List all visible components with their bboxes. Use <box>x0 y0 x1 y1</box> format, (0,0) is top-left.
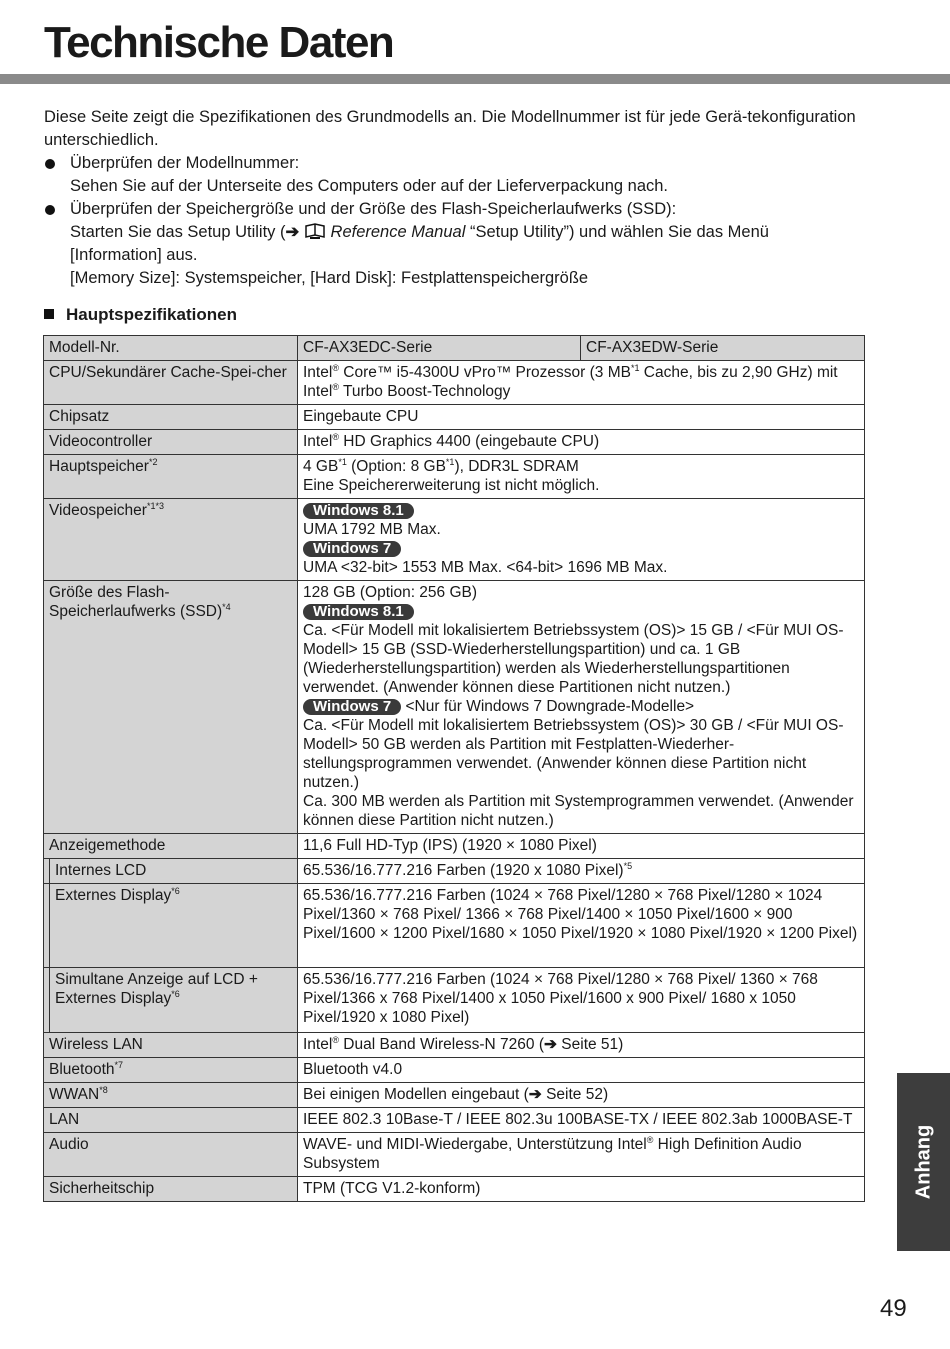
table-row <box>44 859 865 884</box>
table-row <box>44 1108 865 1133</box>
table-row <box>44 968 865 1033</box>
row-label: WWAN$^{*8}$ <box>44 1083 298 1108</box>
title-rule <box>0 74 950 84</box>
table-row <box>44 499 865 581</box>
table-row <box>44 1133 865 1177</box>
row-value: Intel® Dual Band Wireless-N 7260 (➔ Seite 51) <box>298 1033 865 1058</box>
row-label: Modell-Nr. <box>44 336 298 361</box>
row-label: Videospeicher$^{*1*3}$ <box>44 499 298 581</box>
table-row <box>44 581 865 834</box>
row-label: Wireless LAN <box>44 1033 298 1058</box>
row-value: 4 GB$^{*1}$ (Option: 8 GB$^{*1}$), DDR3L SDRAM Eine Speichererweiterung ist nicht möglich. <box>298 455 865 499</box>
table-row <box>44 1083 865 1108</box>
arrow-icon: ➔ <box>528 1086 542 1103</box>
table-row <box>44 834 865 859</box>
row-value: Bei einigen Modellen eingebaut (➔ Seite 52) <box>298 1083 865 1108</box>
row-value: TPM (TCG V1.2-konform) <box>298 1177 865 1202</box>
spec-table <box>43 335 865 1202</box>
intro-text <box>44 106 864 290</box>
row-label: LAN <box>44 1108 298 1133</box>
row-label: Audio <box>44 1133 298 1177</box>
os-badge: Windows 8.1 <box>303 604 414 620</box>
os-badge: Windows 8.1 <box>303 503 414 519</box>
arrow-icon: ➔ <box>543 1036 557 1053</box>
row-label: Videocontroller <box>44 430 298 455</box>
table-row <box>44 430 865 455</box>
square-bullet-icon <box>44 309 54 319</box>
row-value: Intel® HD Graphics 4400 (eingebaute CPU) <box>298 430 865 455</box>
row-label: Bluetooth$^{*7}$ <box>44 1058 298 1083</box>
row-label: Größe des Flash-Speicherlaufwerks (SSD)$^{*4}$ <box>44 581 298 834</box>
row-value: Windows 8.1 UMA 1792 MB Max. Windows 7 UMA <32-bit> 1553 MB Max. <64-bit> 1696 MB Max. <box>298 499 865 581</box>
row-label: Sicherheitschip <box>44 1177 298 1202</box>
section-heading: Hauptspezifikationen <box>44 305 237 325</box>
bullet-dot <box>45 159 55 169</box>
row-value: Bluetooth v4.0 <box>298 1058 865 1083</box>
row-label: Simultane Anzeige auf LCD + Externes Display$^{*6}$ <box>44 968 298 1033</box>
table-row <box>44 1033 865 1058</box>
table-row <box>44 405 865 430</box>
bullet-text: Starten Sie das Setup Utility (➔ Reference Manual “Setup Utility”) und wählen Sie das Menü [Information] aus. <box>70 223 769 264</box>
row-value: Eingebaute CPU <box>298 405 865 430</box>
bullet-heading: Überprüfen der Modellnummer: <box>70 154 300 172</box>
page-title: Technische Daten <box>44 18 394 67</box>
row-label: Anzeigemethode <box>44 834 298 859</box>
bullet-model-number <box>44 152 864 198</box>
table-row <box>44 361 865 405</box>
table-row <box>44 884 865 968</box>
bullet-text: Sehen Sie auf der Unterseite des Computers oder auf der Lieferverpackung nach. <box>70 177 669 195</box>
table-row <box>44 455 865 499</box>
bullet-heading: Überprüfen der Speichergröße und der Größe des Flash-Speicherlaufwerks (SSD): <box>70 200 677 218</box>
row-label: Hauptspeicher$^{*2}$ <box>44 455 298 499</box>
intro-paragraph: Diese Seite zeigt die Spezifikationen des Grundmodells an. Die Modellnummer ist für jede Gerä-tekonfiguration unterschiedlich. <box>44 108 856 149</box>
bullet-dot <box>45 205 55 215</box>
row-value: IEEE 802.3 10Base-T / IEEE 802.3u 100BASE-TX / IEEE 802.3ab 1000BASE-T <box>298 1108 865 1133</box>
row-label: Chipsatz <box>44 405 298 430</box>
row-label: Externes Display$^{*6}$ <box>44 884 298 968</box>
arrow-icon: ➔ <box>285 223 300 241</box>
row-value: 65.536/16.777.216 Farben (1024 × 768 Pixel/1280 × 768 Pixel/ 1360 × 768 Pixel/1366 x 768 Pixel/1400 x 1050 Pixel/1600 x 900 Pixel/ 1680 x 1050 Pixel/1920 x 1080 Pixel) <box>298 968 865 1033</box>
os-badge: Windows 7 <box>303 699 401 715</box>
bullet-storage-size <box>44 198 864 290</box>
row-value: 128 GB (Option: 256 GB) Windows 8.1 Ca. <Für Modell mit lokalisiertem Betriebssystem (OS)> 15 GB / <Für MUI OS-Modell> 15 GB (SSD-Wiederherstellungspartition) und ca. 1 GB (Wiederherstellungspartition) werden als Wiederherstellungspartitionen verwendet. (Anwender können diese Partitionen nicht nutzen.) Windows 7 <Nur für Windows 7 Downgrade-Modelle> Ca. <Für Modell mit lokalisiertem Betriebssystem (OS)> 30 GB / <Für MUI OS-Modell> 50 GB werden als Partition mit Festplatten-Wiederher-stellungsprogrammen verwendet. (Anwender können diese Partition nicht nutzen.) Ca. 300 MB werden als Partition mit Systemprogrammen verwendet. (Anwender können diese Partition nicht nutzen.) <box>298 581 865 834</box>
row-value: WAVE- und MIDI-Wiedergabe, Unterstützung Intel® High Definition Audio Subsystem <box>298 1133 865 1177</box>
chapter-tab[interactable] <box>897 1073 950 1251</box>
page-number: 49 <box>880 1295 907 1322</box>
row-label: CPU/Sekundärer Cache-Spei-cher <box>44 361 298 405</box>
bullet-text: [Memory Size]: Systemspeicher, [Hard Disk]: Festplattenspeichergröße <box>70 269 589 287</box>
row-label: Internes LCD <box>44 859 298 884</box>
row-value: 11,6 Full HD-Typ (IPS) (1920 × 1080 Pixel) <box>298 834 865 859</box>
table-row <box>44 1058 865 1083</box>
table-row <box>44 336 865 361</box>
model-cell: CF-AX3EDW-Serie <box>581 336 865 361</box>
chapter-tab-label: Anhang <box>912 1124 934 1200</box>
row-value: 65.536/16.777.216 Farben (1920 x 1080 Pixel)$^{*5}$ <box>298 859 865 884</box>
row-value: 65.536/16.777.216 Farben (1024 × 768 Pixel/1280 × 768 Pixel/1280 × 1024 Pixel/1360 × 768 Pixel/ 1366 × 768 Pixel/1400 × 1050 Pixel/1600 × 900 Pixel/1600 × 1200 Pixel/1680 × 1050 Pixel/1920 × 1080 Pixel/1920 × 1200 Pixel) <box>298 884 865 968</box>
model-cell: CF-AX3EDC-Serie <box>298 336 581 361</box>
os-badge: Windows 7 <box>303 541 401 557</box>
reference-manual-icon <box>304 222 326 240</box>
reference-manual-link[interactable]: Reference Manual <box>330 223 466 241</box>
row-value: Intel® Core™ i5-4300U vPro™ Prozessor (3 MB$^{*1}$ Cache, bis zu 2,90 GHz) mit Intel® Turbo Boost-Technology <box>298 361 865 405</box>
table-row <box>44 1177 865 1202</box>
